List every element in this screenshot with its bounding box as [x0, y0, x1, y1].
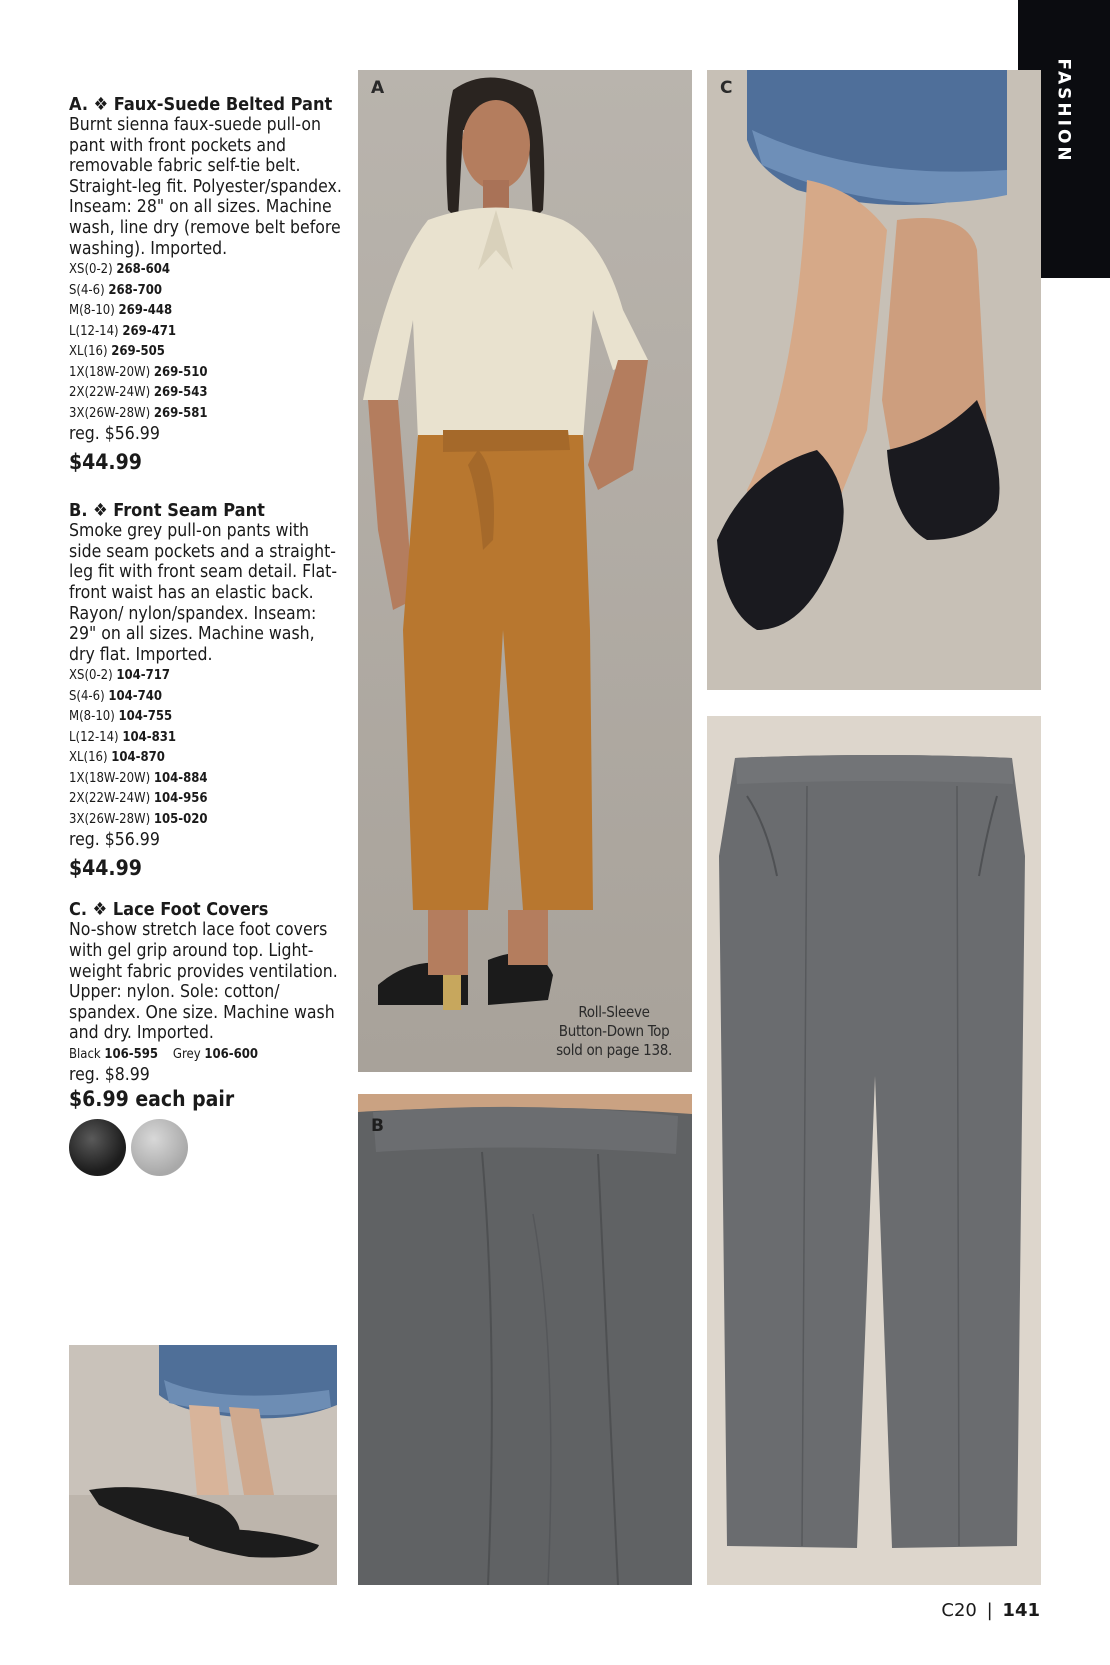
- color-name: Grey: [172, 1046, 201, 1062]
- size-row: XS(0-2) 104-717: [69, 668, 171, 684]
- product-a-description: Burnt sienna faux-suede pull-on pant with front pockets and removable fabric self-tie belt. Straight-leg fit. Polyester/spandex. Inseam: 28" on all sizes. Machine wash, line dry (remove belt before washing). Imported.: [69, 115, 342, 259]
- color-swatches: [69, 1119, 344, 1176]
- product-copy-column: [69, 95, 344, 1176]
- photo-c-label: C: [720, 78, 733, 98]
- photo-a-caption: Roll-Sleeve Button-Down Top sold on page 138.: [556, 1003, 672, 1059]
- product-b-sale-price: $44.99: [69, 856, 142, 881]
- size-row: 1X(18W-20W) 104-884: [69, 770, 208, 786]
- product-a-size-list: [69, 260, 344, 424]
- product-c-color-skus: [69, 1045, 344, 1065]
- product-c-description: No-show stretch lace foot covers with gel grip around top. Light-weight fabric provides ventilation. Upper: nylon. Sole: cotton/ spandex. One size. Machine wash and dry. Imported.: [69, 920, 338, 1044]
- size-row: XL(16) 269-505: [69, 344, 165, 360]
- page-folio: [941, 1600, 1040, 1621]
- front-seam-pant-back-photo: [358, 1094, 692, 1585]
- size-row: M(8-10) 269-448: [69, 303, 173, 319]
- faux-suede-belted-pant-photo: [358, 70, 692, 1072]
- color-sku: 106-600: [204, 1046, 259, 1062]
- page-number: 141: [1002, 1600, 1040, 1621]
- product-b-description: Smoke grey pull-on pants with side seam pockets and a straight-leg fit with front seam detail. Flat-front waist has an elastic back. Rayon/ nylon/spandex. Inseam: 29" on all sizes. Machine wash, dry flat. Imported.: [69, 521, 338, 665]
- color-name: Black: [69, 1046, 101, 1062]
- color-sku: 106-595: [104, 1046, 159, 1062]
- size-row: 1X(18W-20W) 269-510: [69, 364, 208, 380]
- product-b-size-list: [69, 666, 344, 830]
- folio-separator: |: [986, 1600, 993, 1621]
- product-b-regular-price: reg. $56.99: [69, 830, 160, 851]
- front-seam-pant-flat-photo: [707, 716, 1041, 1585]
- lace-foot-covers-photo: [707, 70, 1041, 690]
- size-row: 2X(22W-24W) 269-543: [69, 385, 208, 401]
- photo-a-label: A: [371, 78, 385, 98]
- product-b-block: [69, 501, 344, 880]
- product-c-block: [69, 900, 344, 1176]
- size-row: XS(0-2) 268-604: [69, 262, 171, 278]
- size-row: M(8-10) 104-755: [69, 709, 173, 725]
- size-row: 3X(26W-28W) 105-020: [69, 811, 208, 827]
- size-row: L(12-14) 269-471: [69, 323, 177, 339]
- product-b-heading: B. ❖ Front Seam Pant: [69, 500, 265, 522]
- product-c-heading: C. ❖ Lace Foot Covers: [69, 899, 269, 921]
- grey-swatch: [131, 1119, 188, 1176]
- size-row: 3X(26W-28W) 269-581: [69, 405, 208, 421]
- size-row: XL(16) 104-870: [69, 750, 165, 766]
- product-a-sale-price: $44.99: [69, 450, 142, 475]
- size-row: 2X(22W-24W) 104-956: [69, 791, 208, 807]
- photo-b-label: B: [371, 1116, 384, 1136]
- black-swatch: [69, 1119, 126, 1176]
- size-row: L(12-14) 104-831: [69, 729, 177, 745]
- product-a-block: [69, 95, 344, 474]
- size-row: S(4-6) 268-700: [69, 282, 163, 298]
- product-a-regular-price: reg. $56.99: [69, 424, 160, 445]
- section-tab-label: FASHION: [1054, 58, 1075, 164]
- lace-foot-covers-small-photo: [69, 1345, 337, 1585]
- product-c-regular-price: reg. $8.99: [69, 1064, 150, 1085]
- product-a-heading: A. ❖ Faux-Suede Belted Pant: [69, 94, 333, 115]
- section-code: C20: [941, 1600, 977, 1621]
- product-c-sale-price: $6.99 each pair: [69, 1086, 235, 1111]
- size-row: S(4-6) 104-740: [69, 688, 163, 704]
